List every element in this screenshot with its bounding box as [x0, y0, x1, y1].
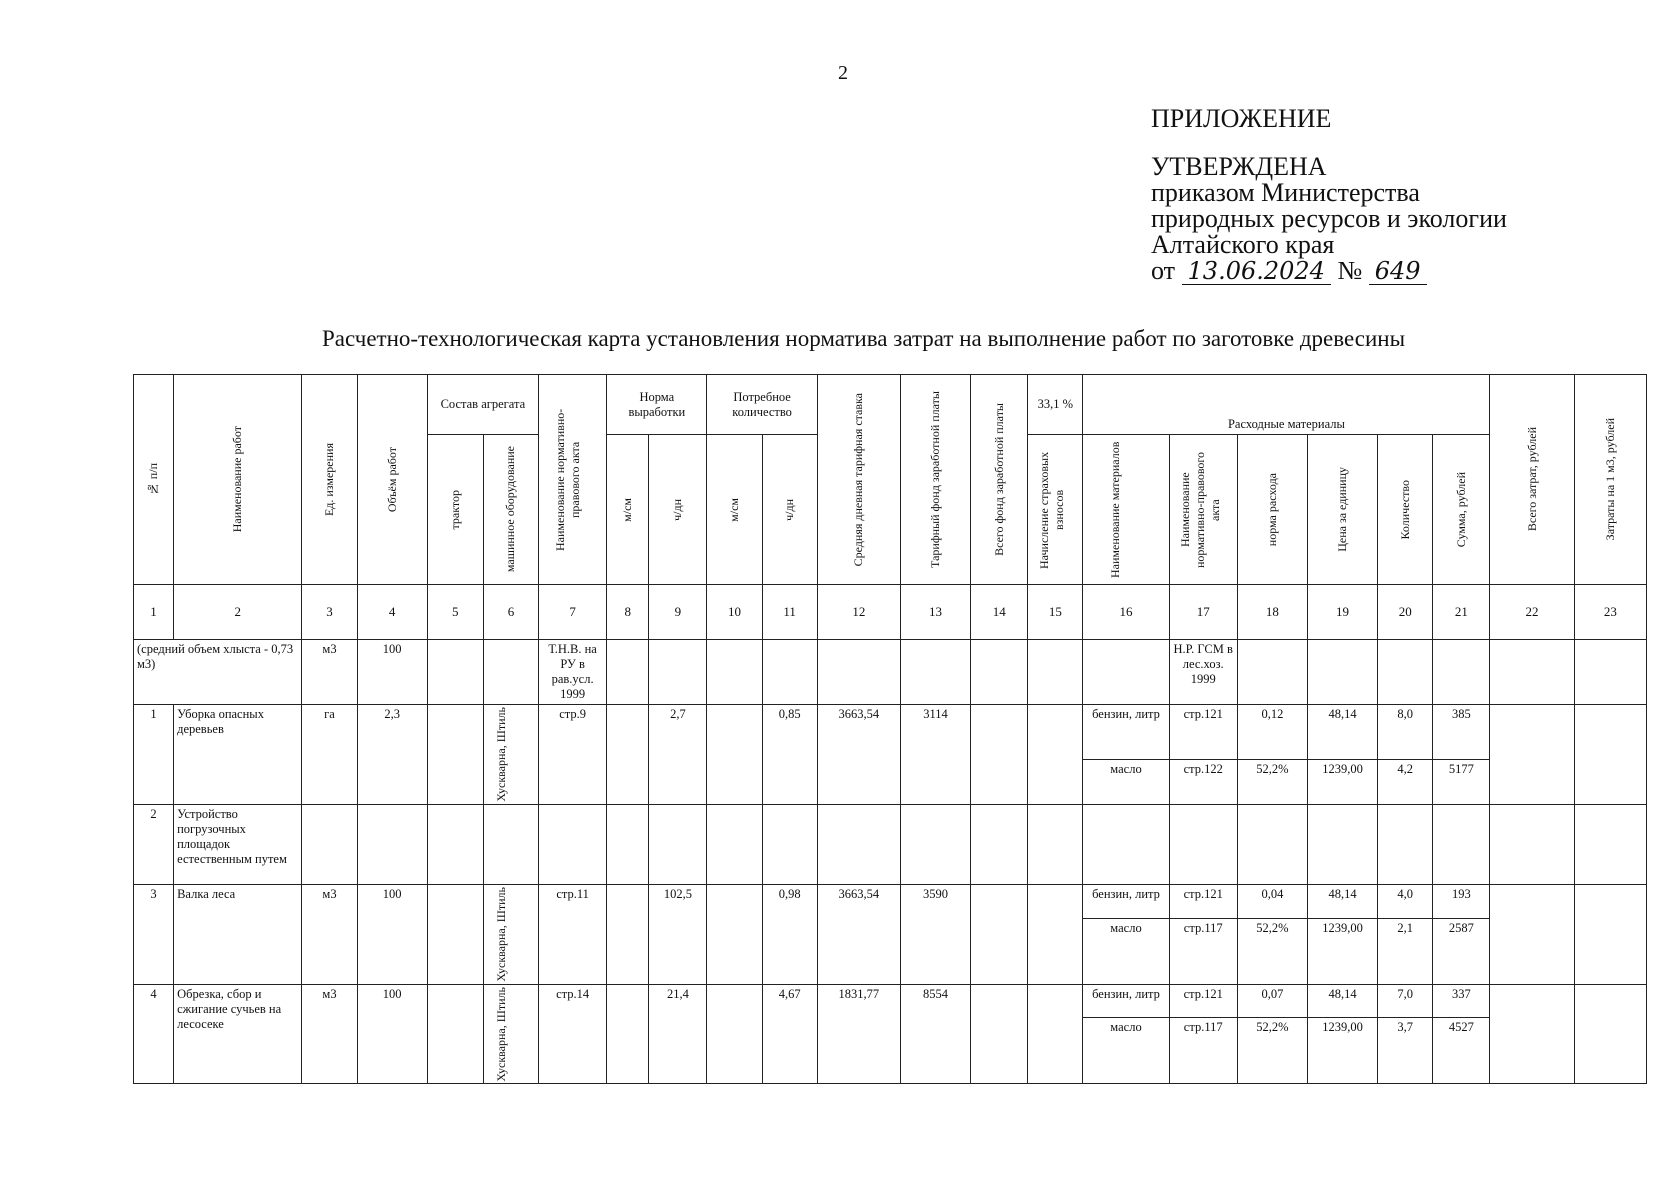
header-col-17 — [1169, 435, 1237, 585]
header-group-pct: 33,1 % — [1028, 375, 1083, 435]
header-col-15 — [1028, 435, 1083, 585]
table-cell — [607, 804, 649, 884]
table-cell — [1169, 804, 1237, 884]
table-cell: стр.122 — [1169, 759, 1237, 804]
table-cell: 16 — [1083, 585, 1169, 640]
table-cell — [1490, 705, 1574, 805]
table-cell: бензин, литр — [1083, 984, 1169, 1017]
table-cell: 23 — [1574, 585, 1646, 640]
approval-line-1: приказом Министерства — [1151, 178, 1420, 207]
table-cell — [971, 705, 1028, 805]
header-col-16 — [1083, 435, 1169, 585]
header-col-10 — [707, 435, 762, 585]
table-cell — [971, 640, 1028, 705]
table-cell: 3,7 — [1378, 1017, 1433, 1083]
table-cell: Объём работ — [384, 446, 399, 513]
header-col-21 — [1433, 435, 1490, 585]
table-cell: 3 — [302, 585, 357, 640]
table-cell: 17 — [1169, 585, 1237, 640]
table-cell — [1433, 804, 1490, 884]
table-cell — [817, 804, 900, 884]
table-cell: стр.121 — [1169, 884, 1237, 918]
table-cell: 52,2% — [1237, 1017, 1307, 1083]
table-cell — [971, 804, 1028, 884]
table-cell: Средняя дневная тарифная ставка — [851, 392, 866, 567]
table-cell: № п/п — [146, 462, 161, 497]
table-cell: Хускварна, Штиль — [493, 986, 508, 1082]
table-cell — [607, 884, 649, 984]
table-cell: Наименование нормативно-правового акта — [1178, 451, 1223, 568]
table-cell — [483, 804, 538, 884]
cost-table — [133, 374, 1647, 1084]
table-cell: 21,4 — [649, 984, 707, 1084]
table-cell — [1237, 640, 1307, 705]
table-cell: 5177 — [1433, 759, 1490, 804]
header-col-2 — [174, 375, 302, 585]
table-cell: 5 — [427, 585, 483, 640]
table-cell: 52,2% — [1237, 918, 1307, 984]
table-cell — [1574, 984, 1646, 1084]
table-cell: масло — [1083, 918, 1169, 984]
table-cell: 1831,77 — [817, 984, 900, 1084]
table-cell: 13 — [900, 585, 970, 640]
table-cell — [1378, 804, 1433, 884]
table-cell: 3590 — [900, 884, 970, 984]
table-cell: 15 — [1028, 585, 1083, 640]
intro-name: (средний объем хлыста - 0,73 м3) — [134, 640, 302, 705]
table-cell: Наименование материалов — [1108, 441, 1123, 578]
table-cell: Валка леса — [174, 884, 302, 984]
table-cell: 1239,00 — [1307, 759, 1377, 804]
table-cell: 3663,54 — [817, 705, 900, 805]
header-col-23 — [1574, 375, 1646, 585]
table-cell: стр.121 — [1169, 984, 1237, 1017]
table-cell: 1 — [134, 585, 174, 640]
table-cell: Начисление страховых взносов — [1037, 450, 1067, 569]
table-cell — [427, 884, 483, 984]
header-col-3 — [302, 375, 357, 585]
table-row — [134, 804, 1647, 884]
table-cell: 0,85 — [762, 705, 817, 805]
header-col-11 — [762, 435, 817, 585]
table-cell: 6 — [483, 585, 538, 640]
table-cell: 2 — [134, 804, 174, 884]
order-date: 13.06.2024 — [1182, 258, 1331, 285]
header-col-18 — [1237, 435, 1307, 585]
intro-act: Т.Н.В. на РУ в рав.усл. 1999 — [539, 640, 607, 705]
table-cell: м3 — [302, 984, 357, 1084]
table-cell — [817, 640, 900, 705]
header-col-4 — [357, 375, 427, 585]
table-cell — [1433, 640, 1490, 705]
table-cell: 2,1 — [1378, 918, 1433, 984]
header-col-9 — [649, 435, 707, 585]
table-cell — [762, 640, 817, 705]
table-cell — [607, 705, 649, 805]
table-cell: стр.117 — [1169, 1017, 1237, 1083]
table-cell: 4,2 — [1378, 759, 1433, 804]
table-cell: 11 — [762, 585, 817, 640]
header-group-materials: Расходные материалы — [1083, 375, 1490, 435]
header-col-19 — [1307, 435, 1377, 585]
table-cell: 0,98 — [762, 884, 817, 984]
table-cell: 48,14 — [1307, 984, 1377, 1017]
table-cell — [1028, 640, 1083, 705]
table-cell — [483, 640, 538, 705]
table-cell: Уборка опасных деревьев — [174, 705, 302, 805]
table-cell: 102,5 — [649, 884, 707, 984]
table-cell — [1028, 804, 1083, 884]
table-cell — [707, 804, 762, 884]
table-cell: 4 — [357, 585, 427, 640]
table-cell — [900, 804, 970, 884]
table-row — [134, 984, 1647, 1017]
table-cell — [1490, 884, 1574, 984]
table-cell — [971, 884, 1028, 984]
header-col-7 — [539, 375, 607, 585]
table-cell: Ед. измерения — [321, 442, 336, 517]
header-col-12 — [817, 375, 900, 585]
intro-mat-act: Н.Р. ГСМ в лес.хоз. 1999 — [1169, 640, 1237, 705]
table-cell — [1574, 804, 1646, 884]
table-cell: 3663,54 — [817, 884, 900, 984]
table-cell: 4,67 — [762, 984, 817, 1084]
table-cell: 4,0 — [1378, 884, 1433, 918]
table-cell: 1 — [134, 705, 174, 805]
table-cell — [1490, 804, 1574, 884]
table-cell: 48,14 — [1307, 884, 1377, 918]
table-cell: 8 — [607, 585, 649, 640]
table-cell: 100 — [357, 884, 427, 984]
table-cell: 7,0 — [1378, 984, 1433, 1017]
table-cell: 20 — [1378, 585, 1433, 640]
table-cell: масло — [1083, 1017, 1169, 1083]
table-cell: масло — [1083, 759, 1169, 804]
table-cell: Затраты на 1 м3, рублей — [1602, 418, 1617, 541]
table-cell — [1490, 984, 1574, 1084]
table-cell: 12 — [817, 585, 900, 640]
table-cell: Всего фонд заработной платы — [991, 403, 1006, 556]
column-number-row — [134, 585, 1647, 640]
number-label: № — [1337, 256, 1363, 285]
header-group-potreb: Потребное количество — [707, 375, 817, 435]
table-cell: 0,04 — [1237, 884, 1307, 918]
table-cell — [1307, 804, 1377, 884]
table-cell: 8554 — [900, 984, 970, 1084]
table-cell: 21 — [1433, 585, 1490, 640]
header-col-8 — [607, 435, 649, 585]
header-col-1 — [134, 375, 174, 585]
table-cell — [1028, 884, 1083, 984]
approved-label: УТВЕРЖДЕНА — [1151, 152, 1327, 181]
table-cell: бензин, литр — [1083, 884, 1169, 918]
approval-line-3: Алтайского края — [1151, 230, 1335, 259]
table-cell: 14 — [971, 585, 1028, 640]
table-cell — [1028, 705, 1083, 805]
table-cell: ч/дн — [670, 498, 685, 521]
table-cell — [357, 804, 427, 884]
appendix-label: ПРИЛОЖЕНИЕ — [1151, 104, 1332, 133]
table-cell — [427, 804, 483, 884]
table-cell — [302, 804, 357, 884]
table-cell: 7 — [539, 585, 607, 640]
approval-date-line — [1151, 258, 1507, 285]
table-cell: 4 — [134, 984, 174, 1084]
table-cell: Цена за единицу — [1335, 467, 1350, 552]
table-cell — [427, 640, 483, 705]
table-cell: м/см — [620, 497, 635, 522]
table-cell — [649, 640, 707, 705]
table-cell: стр.117 — [1169, 918, 1237, 984]
table-cell: 18 — [1237, 585, 1307, 640]
equipment-cell — [483, 705, 538, 805]
page-number: 2 — [838, 62, 848, 84]
table-cell — [607, 984, 649, 1084]
table-cell — [707, 884, 762, 984]
table-cell: 2 — [174, 585, 302, 640]
table-cell — [1574, 640, 1646, 705]
table-cell: 3114 — [900, 705, 970, 805]
table-cell: 100 — [357, 984, 427, 1084]
table-cell: стр.11 — [539, 884, 607, 984]
table-cell: Тарифный фонд заработной платы — [928, 391, 943, 568]
table-cell: бензин, литр — [1083, 705, 1169, 760]
table-cell: м3 — [302, 884, 357, 984]
header-group-norma: Норма выработки — [607, 375, 707, 435]
table-cell: трактор — [447, 489, 462, 530]
table-cell: 19 — [1307, 585, 1377, 640]
table-row — [134, 705, 1647, 760]
table-cell: 0,12 — [1237, 705, 1307, 760]
document-title: Расчетно-технологическая карта установления норматива затрат на выполнение работ по заготовке древесины — [322, 326, 1406, 351]
table-cell: 1239,00 — [1307, 918, 1377, 984]
equipment-cell — [483, 984, 538, 1084]
table-cell: Наименование работ — [230, 426, 245, 533]
table-cell: 337 — [1433, 984, 1490, 1017]
table-cell: стр.9 — [539, 705, 607, 805]
table-cell: Устройство погрузочных площадок естественным путем — [174, 804, 302, 884]
table-cell — [1083, 804, 1169, 884]
header-col-22 — [1490, 375, 1574, 585]
table-cell: 3 — [134, 884, 174, 984]
table-cell: ч/дн — [782, 498, 797, 521]
table-cell — [1490, 640, 1574, 705]
intro-row — [134, 640, 1647, 705]
table-cell — [1083, 640, 1169, 705]
table-cell — [900, 640, 970, 705]
from-label: от — [1151, 256, 1176, 285]
table-cell: Сумма, рублей — [1453, 471, 1468, 548]
approval-block — [1151, 106, 1507, 285]
table-cell: 385 — [1433, 705, 1490, 760]
table-cell: га — [302, 705, 357, 805]
table-cell: стр.14 — [539, 984, 607, 1084]
table-cell — [427, 984, 483, 1084]
table-cell — [539, 804, 607, 884]
table-cell: м/см — [727, 497, 742, 522]
table-cell: 4527 — [1433, 1017, 1490, 1083]
table-cell: норма расхода — [1264, 472, 1279, 547]
equipment-cell — [483, 884, 538, 984]
header-group-agregat: Состав агрегата — [427, 375, 538, 435]
header-col-6 — [483, 435, 538, 585]
header-col-13 — [900, 375, 970, 585]
table-cell: 52,2% — [1237, 759, 1307, 804]
table-cell — [1378, 640, 1433, 705]
table-cell: Количество — [1397, 479, 1412, 540]
table-cell: 0,07 — [1237, 984, 1307, 1017]
table-cell — [707, 640, 762, 705]
approval-line-2: природных ресурсов и экологии — [1151, 204, 1507, 233]
table-cell: 2587 — [1433, 918, 1490, 984]
table-cell: 9 — [649, 585, 707, 640]
header-col-5 — [427, 435, 483, 585]
table-cell: 10 — [707, 585, 762, 640]
table-cell — [1307, 640, 1377, 705]
table-cell: 1239,00 — [1307, 1017, 1377, 1083]
table-cell: 193 — [1433, 884, 1490, 918]
table-cell — [1028, 984, 1083, 1084]
table-cell — [707, 984, 762, 1084]
table-cell: Хускварна, Штиль — [493, 707, 508, 802]
table-cell: Хускварна, Штиль — [493, 886, 508, 982]
table-cell — [762, 804, 817, 884]
table-cell: Всего затрат, рублей — [1524, 427, 1539, 532]
intro-volume: 100 — [357, 640, 427, 705]
table-cell — [1574, 884, 1646, 984]
table-cell: 8,0 — [1378, 705, 1433, 760]
table-cell — [607, 640, 649, 705]
intro-unit: м3 — [302, 640, 357, 705]
order-number: 649 — [1369, 258, 1427, 285]
table-cell — [1237, 804, 1307, 884]
table-cell: стр.121 — [1169, 705, 1237, 760]
header-col-20 — [1378, 435, 1433, 585]
table-cell — [427, 705, 483, 805]
header-col-14 — [971, 375, 1028, 585]
table-cell: Наименование нормативно-правового акта — [552, 408, 582, 551]
table-cell — [707, 705, 762, 805]
table-cell: 48,14 — [1307, 705, 1377, 760]
table-cell — [971, 984, 1028, 1084]
table-row — [134, 884, 1647, 918]
table-cell: 2,3 — [357, 705, 427, 805]
table-cell: 22 — [1490, 585, 1574, 640]
table-cell: машинное оборудование — [503, 446, 518, 573]
table-cell — [1574, 705, 1646, 805]
table-cell: 2,7 — [649, 705, 707, 805]
table-cell: Обрезка, сбор и сжигание сучьев на лесосеке — [174, 984, 302, 1084]
table-cell — [649, 804, 707, 884]
